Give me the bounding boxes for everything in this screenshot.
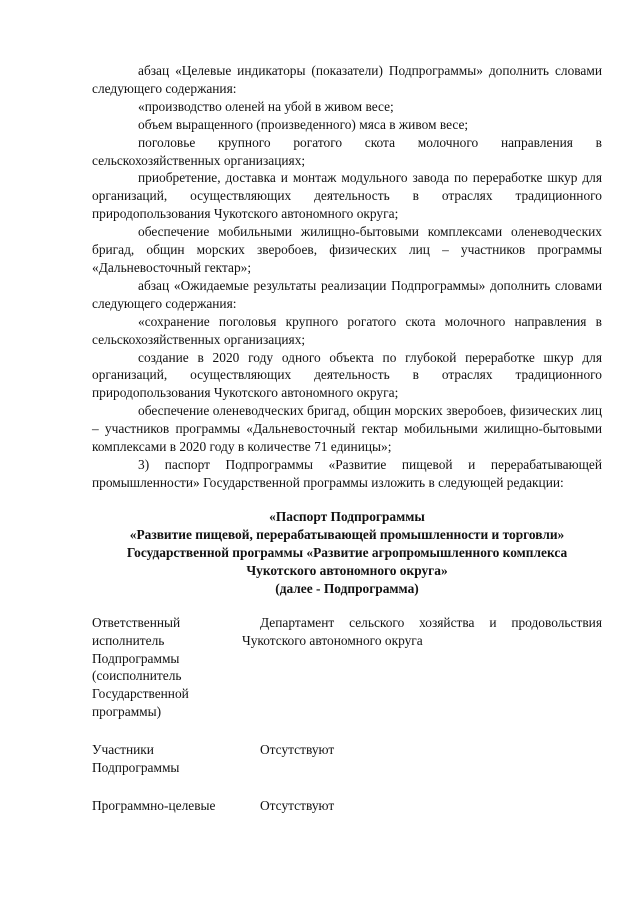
paragraph-mobile-complexes: обеспечение мобильными жилищно-бытовыми комплексами оленеводческих бригад, общин морских зверобоев, физических лиц – участников программы «Дальневосточный гектар»; <box>92 224 602 275</box>
passport-title-line: «Развитие пищевой, перерабатывающей промышленности и торговли» <box>129 526 565 542</box>
paragraph-cattle-livestock: поголовье крупного рогатого скота молочного направления в сельскохозяйственных организациях; <box>92 134 602 168</box>
passport-title-line: «Паспорт Подпрограммы <box>269 508 425 524</box>
paragraph-target-indicators: абзац «Целевые индикаторы (показатели) Подпрограммы» дополнить словами следующего содержания: <box>92 63 602 96</box>
paragraph-meat-volume: объем выращенного (произведенного) мяса в живом весе; <box>138 116 469 132</box>
passport-title-line: (далее - Подпрограмма) <box>275 580 419 596</box>
paragraph-provision-complexes: обеспечение оленеводческих бригад, общин морских зверобоев, физических лиц – участников программы «Дальневосточный гектар мобильными жилищно-бытовыми комплексами в 2020 году в количестве 71 единицы»; <box>92 403 602 455</box>
paragraph-passport-amendment: 3) паспорт Подпрограммы «Развитие пищевой и перерабатывающей промышленности» Государственной программы изложить в следующей редакции: <box>92 456 602 490</box>
table-row <box>92 797 602 815</box>
document-page <box>92 62 602 815</box>
row-value-program-target: Отсутствуют <box>260 798 335 813</box>
row-label-participants: Участники Подпрограммы <box>92 742 180 776</box>
row-label-program-target: Программно-целевые <box>92 798 216 813</box>
passport-title-line: Государственной программы «Развитие агропромышленного комплекса <box>126 544 568 560</box>
row-value-responsible: Департамент сельского хозяйства и продовольствия Чукотского автономного округа <box>242 614 602 648</box>
passport-title <box>92 508 602 598</box>
passport-title-line: Чукотского автономного округа» <box>246 562 448 578</box>
table-row <box>92 614 602 721</box>
paragraph-expected-results: абзац «Ожидаемые результаты реализации Подпрограммы» дополнить словами следующего содержания: <box>92 277 602 311</box>
paragraph-processing-object: создание в 2020 году одного объекта по глубокой переработке шкур для организаций, осуществляющих деятельность в отраслях традиционного природопользования Чукотского автономного округа; <box>92 349 602 401</box>
passport-table <box>92 614 602 815</box>
paragraph-processing-plant: приобретение, доставка и монтаж модульного завода по переработке шкур для организаций, осуществляющих деятельность в отраслях традиционного природопользования Чукотского автономного округа; <box>92 170 602 222</box>
row-value-participants: Отсутствуют <box>260 742 335 758</box>
table-row <box>92 741 602 777</box>
paragraph-cattle-preservation: «сохранение поголовья крупного рогатого скота молочного направления в сельскохозяйственных организациях; <box>92 313 602 347</box>
paragraph-deer-production: «производство оленей на убой в живом весе; <box>138 98 394 114</box>
row-label-responsible: Ответственный исполнитель Подпрограммы (соисполнитель Государственной программы) <box>92 614 189 720</box>
